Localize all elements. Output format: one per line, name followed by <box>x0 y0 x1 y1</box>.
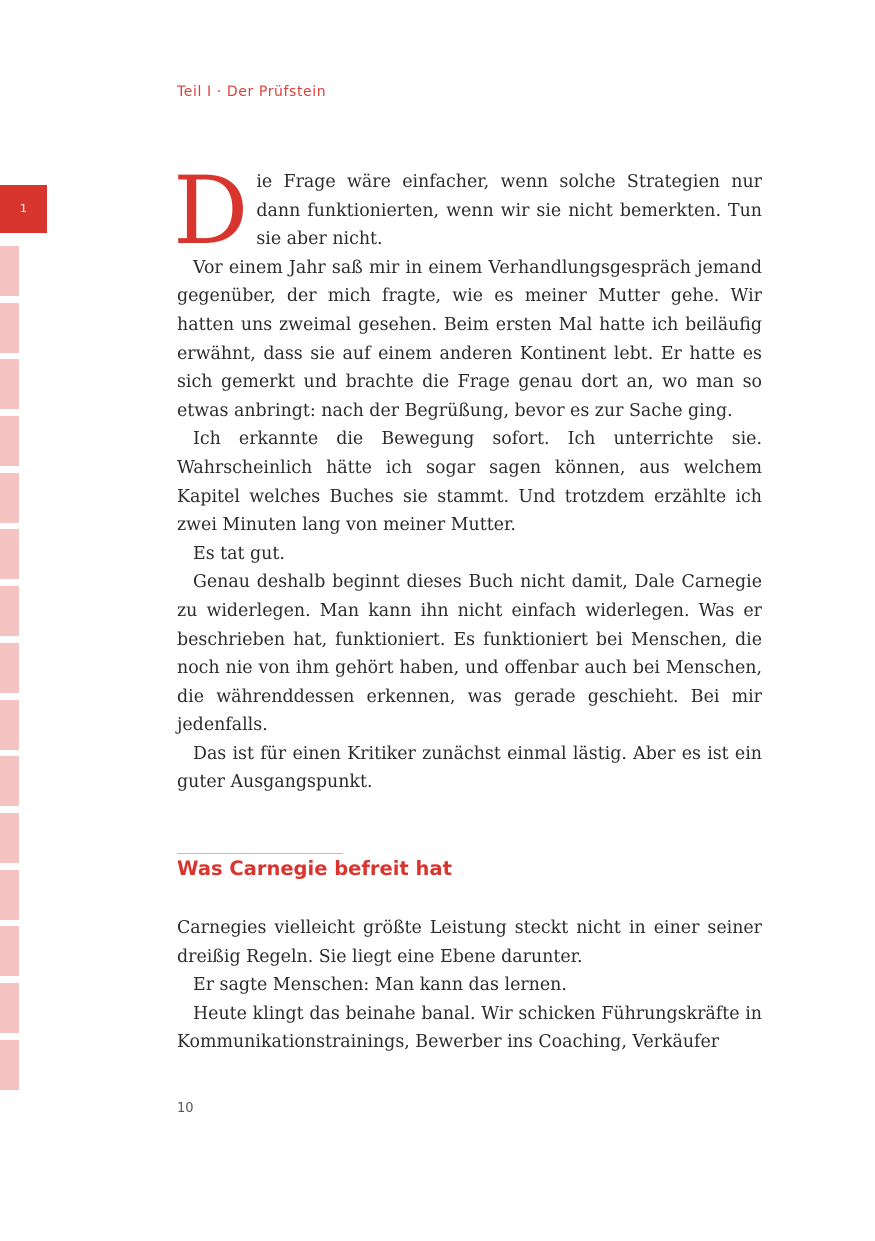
paragraph: Genau deshalb beginnt dieses Buch nicht damit, Dale Carnegie zu widerlegen. Man kann ihn nicht einfach widerlegen. Was er beschrieben hat, funktioniert. Es funktioniert bei Menschen, die noch nie von ihm gehört haben, und offenbar auch bei Menschen, die währenddessen erkennen, was gerade geschieht. Bei mir jedenfalls. <box>177 572 762 736</box>
section-divider <box>177 853 343 854</box>
chapter-tab-active[interactable]: 1 <box>0 185 47 233</box>
paragraph-text: ie Frage wäre einfacher, wenn solche Strategien nur dann funktionierten, wenn wir sie nicht bemerkten. Tun sie aber nicht. <box>256 172 762 250</box>
drop-cap: D <box>173 157 249 266</box>
chapter-tab[interactable] <box>0 529 19 579</box>
running-head: Teil I · Der Prüfstein <box>177 84 327 100</box>
chapter-tab[interactable] <box>0 359 19 409</box>
body-text-section-2 <box>177 914 762 1057</box>
paragraph: Heute klingt das beinahe banal. Wir schicken Führungskräfte in Kommunikationstrainings, Bewerber ins Coaching, Verkäufer <box>177 1003 762 1053</box>
chapter-tab[interactable] <box>0 813 19 863</box>
paragraph <box>173 157 762 266</box>
paragraph: Er sagte Menschen: Man kann das lernen. <box>193 975 567 996</box>
section-heading: Was Carnegie befreit hat <box>177 857 452 880</box>
chapter-tab-strip <box>0 246 19 1096</box>
chapter-tab[interactable] <box>0 586 19 636</box>
chapter-tab[interactable] <box>0 926 19 976</box>
chapter-tab[interactable] <box>0 1040 19 1090</box>
chapter-tab[interactable] <box>0 416 19 466</box>
body-text-section-1 <box>173 157 762 797</box>
chapter-tab[interactable] <box>0 246 19 296</box>
chapter-tab[interactable] <box>0 756 19 806</box>
chapter-tab[interactable] <box>0 303 19 353</box>
paragraph: Ich erkannte die Bewegung sofort. Ich unterrichte sie. Wahrscheinlich hätte ich sogar sagen können, aus welchem Kapitel welches Buches sie stammt. Und trotzdem erzählte ich zwei Minuten lang von meiner Mutter. <box>177 429 762 536</box>
paragraph: Das ist für einen Kritiker zunächst einmal lästig. Aber es ist ein guter Ausgangspunkt. <box>177 743 762 793</box>
chapter-tab[interactable] <box>0 700 19 750</box>
paragraph: Vor einem Jahr saß mir in einem Verhandlungsgespräch jemand gegenüber, der mich fragte, wie es meiner Mutter gehe. Wir hatten uns zweimal gesehen. Beim ersten Mal hatte ich beiläufig erwähnt, dass sie auf einem anderen Kontinent lebt. Er hatte es sich gemerkt und brachte die Frage genau dort an, wo man so etwas anbringt: nach der Begrüßung, bevor es zur Sache ging. <box>177 257 762 421</box>
page-number: 10 <box>177 1101 194 1116</box>
paragraph: Es tat gut. <box>193 543 285 564</box>
chapter-tab[interactable] <box>0 983 19 1033</box>
chapter-tab[interactable] <box>0 870 19 920</box>
chapter-tab[interactable] <box>0 643 19 693</box>
paragraph: Carnegies vielleicht größte Leistung steckt nicht in einer seiner dreißig Regeln. Sie liegt eine Ebene darunter. <box>177 918 762 967</box>
chapter-tab[interactable] <box>0 473 19 523</box>
